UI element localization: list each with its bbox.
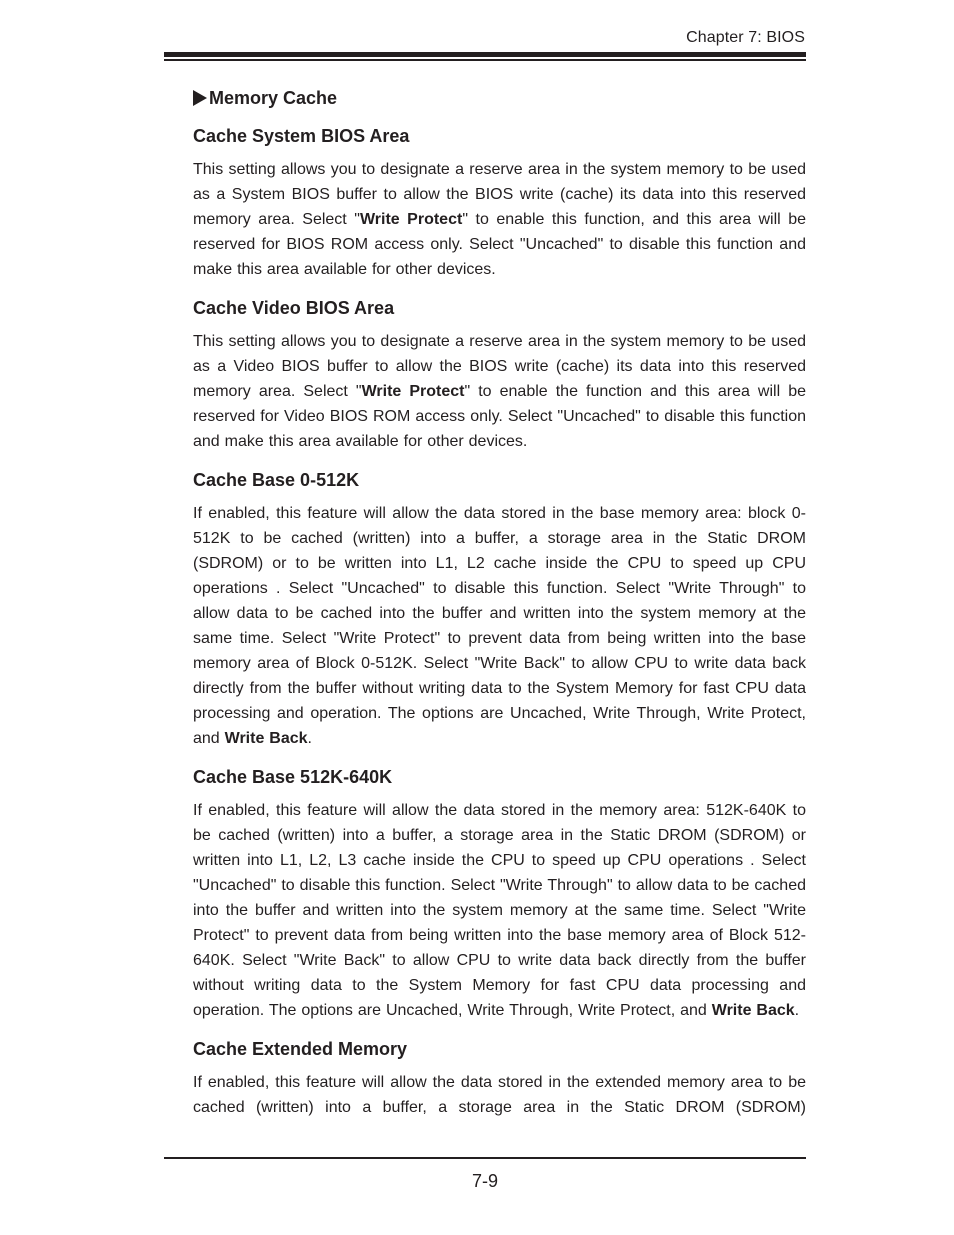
setting-cache-video-bios	[193, 296, 806, 454]
setting-description: If enabled, this feature will allow the data stored in the base memory area: block 0-512K to be cached (written) into a buffer, a storage area in the Static DROM (SDROM) or to be written into L1, L2 cache inside the CPU to speed up CPU operations . Select "Uncached" to disable this function. Select "Write Through" to allow data to be cached into the buffer and written into the system memory at the same time. Select "Write Protect" to prevent data from being written into the base memory area of Block 0-512K. Select "Write Back" to allow CPU to write data back directly from the buffer without writing data to the System Memory for fast CPU data processing and operation. The options are Uncached, Write Through, Write Protect, and Write Back.	[193, 505, 806, 747]
setting-description: This setting allows you to designate a reserve area in the system memory to be used as a System BIOS buffer to allow the BIOS write (cache) its data into this reserved memory area. Select "Write Protect" to enable this function, and this area will be reserved for BIOS ROM access only. Select "Uncached" to disable this function and make this area available for other devices.	[193, 161, 807, 278]
setting-title: Cache Extended Memory	[193, 1039, 408, 1059]
chapter-header: Chapter 7: BIOS	[686, 29, 805, 46]
setting-cache-extended-memory	[193, 1037, 806, 1120]
page-content	[193, 86, 806, 1120]
setting-description: This setting allows you to designate a reserve area in the system memory to be used as a Video BIOS buffer to allow the BIOS write (cache) its data into this reserved memory area. Select "Write Protect" to enable the function and this area will be reserved for Video BIOS ROM access only. Select "Uncached" to disable this function and make this area available for other devices.	[193, 333, 807, 450]
setting-description: If enabled, this feature will allow the data stored in the memory area: 512K-640K to be cached (written) into a buffer, a storage area in the Static DROM (SDROM) or written into L1, L2, L3 cache inside the CPU to speed up CPU operations . Select "Uncached" to disable this function. Select "Write Through" to allow data to be cached into the buffer and written into the system memory at the same time. Select "Write Protect" to prevent data from being written into the base memory area of Block 512-640K. Select "Write Back" to allow CPU to write data back directly from the buffer without writing data to the System Memory for fast CPU data processing and operation. The options are Uncached, Write Through, Write Protect, and Write Back.	[193, 802, 806, 1019]
setting-title: Cache Base 512K-640K	[193, 767, 393, 787]
section-heading	[193, 86, 806, 110]
setting-description: If enabled, this feature will allow the data stored in the extended memory area to be cached (written) into a buffer, a storage area in the Static DROM (SDROM)	[193, 1074, 806, 1116]
triangle-right-icon	[193, 90, 207, 106]
setting-title: Cache Video BIOS Area	[193, 298, 395, 318]
footer-rule	[164, 1157, 806, 1159]
header-rule-thin	[164, 59, 806, 61]
setting-title: Cache Base 0-512K	[193, 470, 360, 490]
section-title-text: Memory Cache	[209, 87, 338, 108]
setting-cache-system-bios	[193, 124, 806, 282]
setting-title: Cache System BIOS Area	[193, 126, 410, 146]
setting-cache-base-512k-640k	[193, 765, 806, 1023]
page-number: 7-9	[471, 1171, 498, 1191]
setting-cache-base-0-512k	[193, 468, 806, 751]
header-rule-thick	[164, 52, 806, 57]
